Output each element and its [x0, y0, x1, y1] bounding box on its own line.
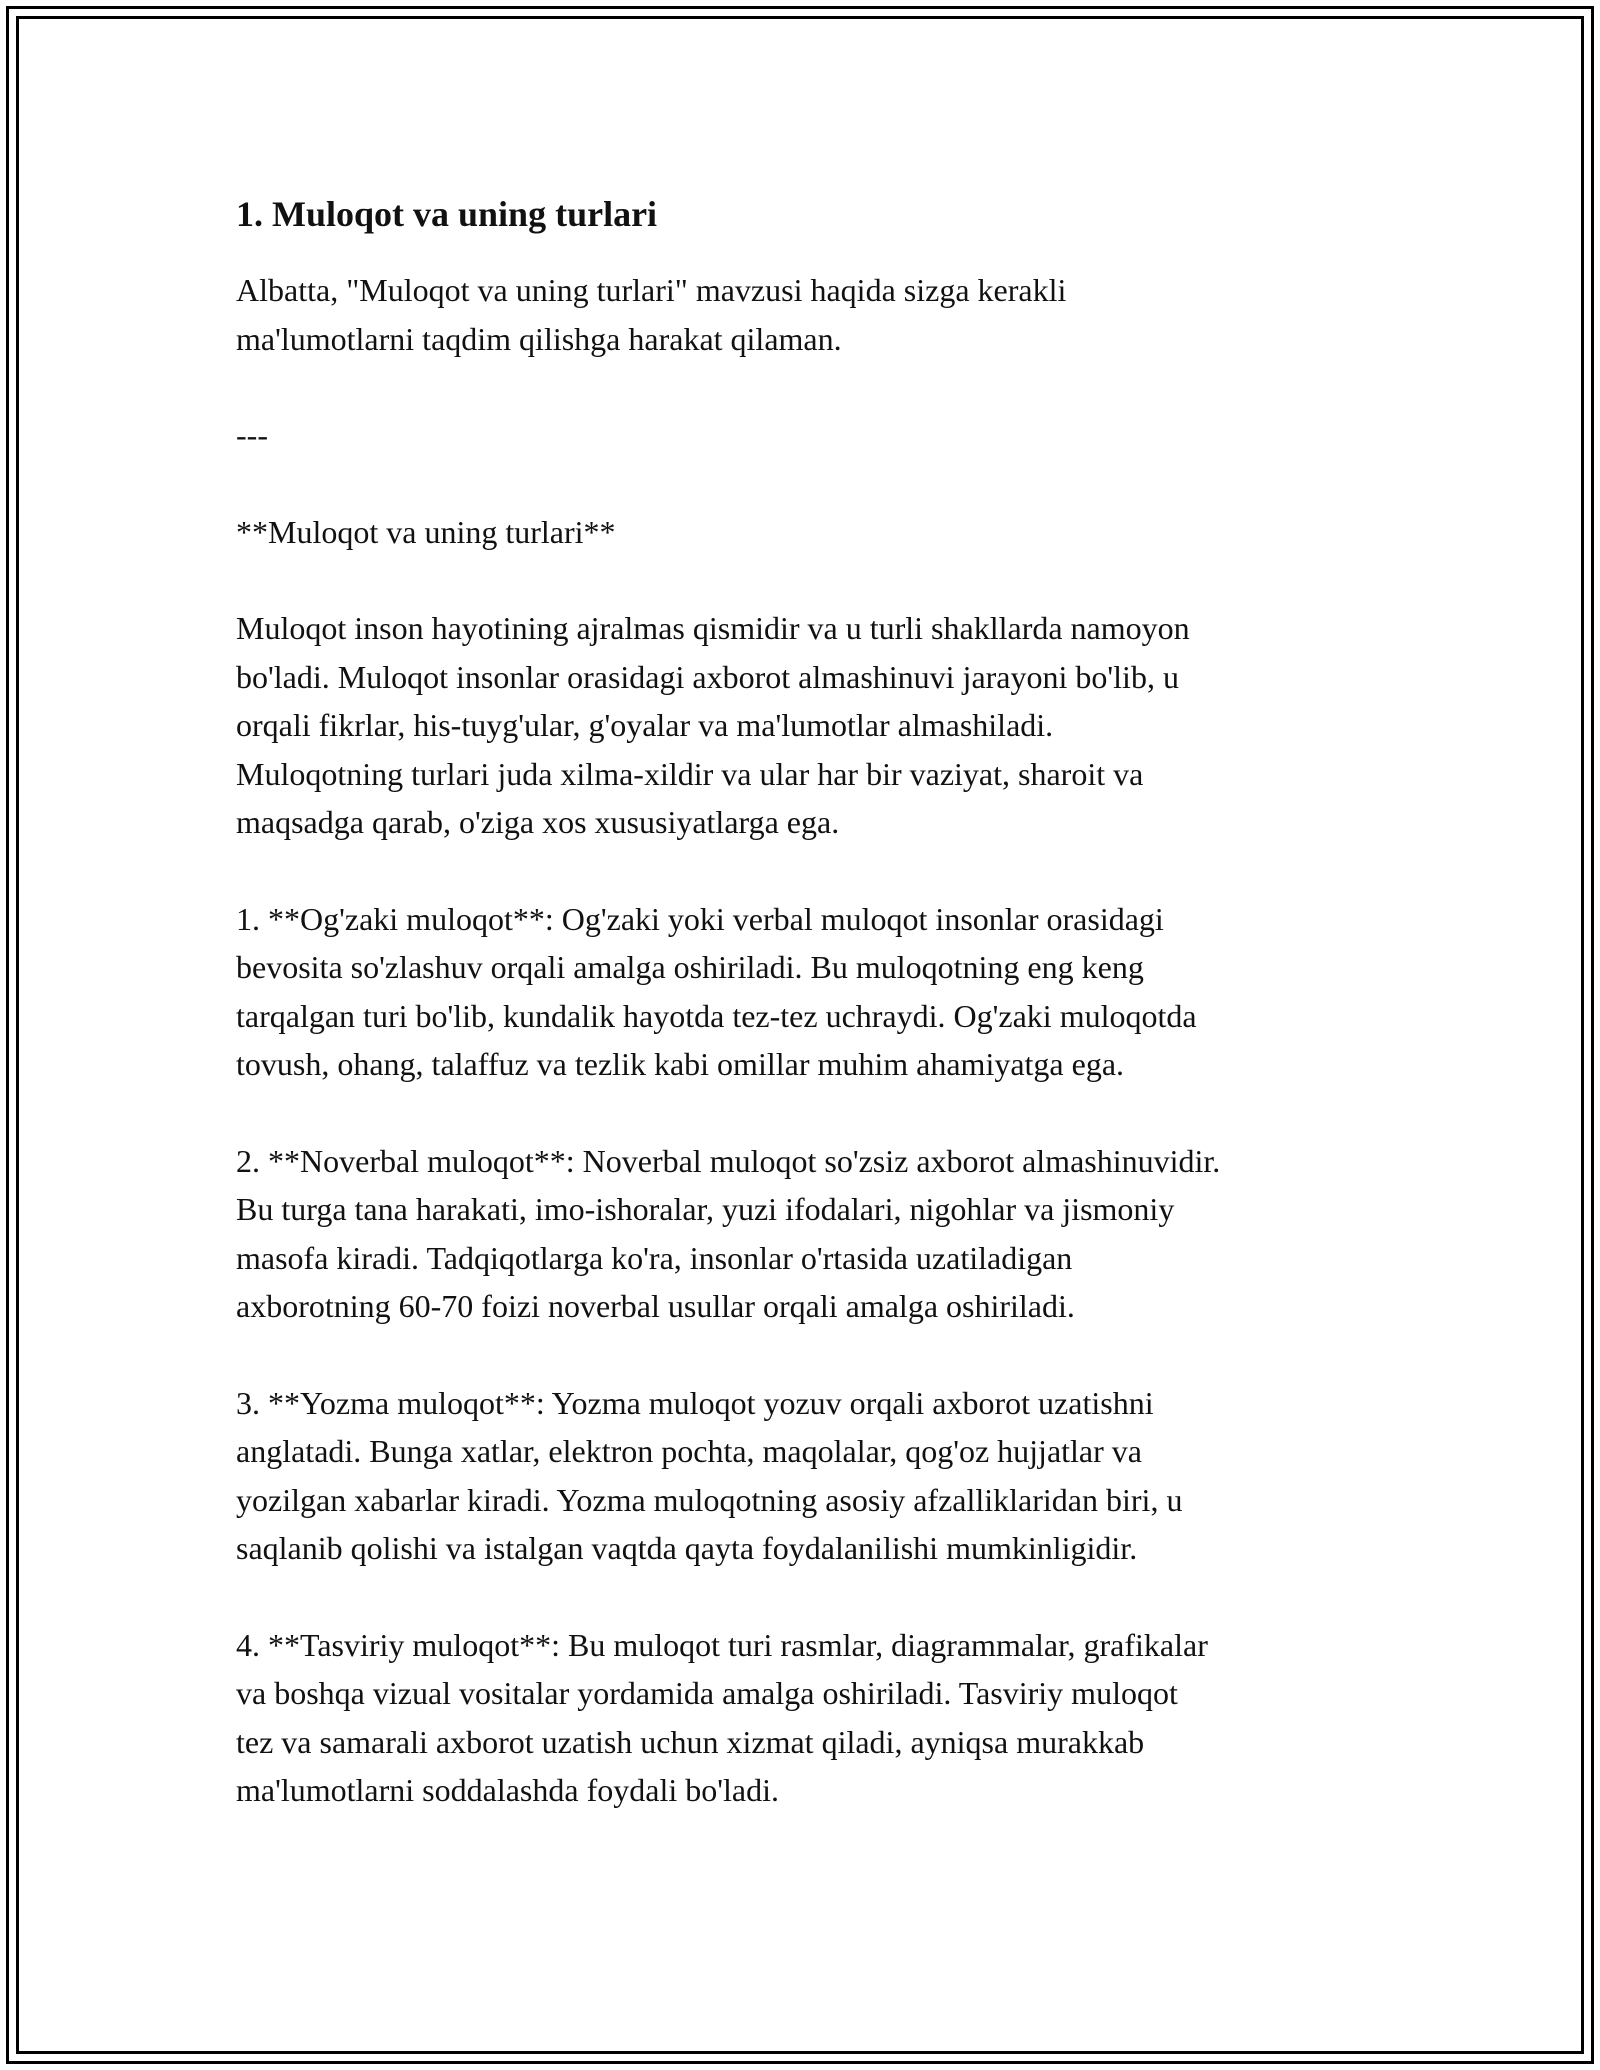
overview-paragraph: Muloqot inson hayotining ajralmas qismidir va u turli shakllarda namoyon bo'ladi. Muloqot insonlar orasidagi axborot almashinuvi jarayoni bo'lib, u orqali fikrlar, his-tuyg'ular, g'oyalar va ma'lumotlar almashiladi. Muloqotning turlari juda xilma-xildir va ular har bir vaziyat, sharoit va maqsadga qarab, o'ziga xos xususiyatlarga ega. [236, 610, 1190, 840]
document-body [236, 188, 1376, 1863]
separator-line: --- [236, 417, 268, 453]
document-title: 1. Muloqot va uning turlari [236, 194, 658, 234]
list-item-visual: 4. **Tasviriy muloqot**: Bu muloqot turi rasmlar, diagrammalar, grafikalar va boshqa vizual vositalar yordamida amalga oshiriladi. Tasviriy muloqot tez va samarali axborot uzatish uchun xizmat qiladi, ayniqsa murakkab ma'lumotlarni soddalashda foydali bo'ladi. [236, 1626, 1208, 1808]
section-heading: **Muloqot va uning turlari** [236, 513, 616, 550]
intro-paragraph: Albatta, "Muloqot va uning turlari" mavzusi haqida sizga kerakli ma'lumotlarni taqdim qilishga harakat qilaman. [236, 272, 1067, 357]
list-item-nonverbal: 2. **Noverbal muloqot**: Noverbal muloqot so'zsiz axborot almashinuvidir. Bu turga tana harakati, imo-ishoralar, yuzi ifodalari, nigohlar va jismoniy masofa kiradi. Tadqiqotlarga ko'ra, insonlar o'rtasida uzatiladigan axborotning 60-70 foizi noverbal usullar orqali amalga oshiriladi. [236, 1142, 1221, 1324]
list-item-written: 3. **Yozma muloqot**: Yozma muloqot yozuv orqali axborot uzatishni anglatadi. Bunga xatlar, elektron pochta, maqolalar, qog'oz hujjatlar va yozilgan xabarlar kiradi. Yozma muloqotning asosiy afzalliklaridan biri, u saqlanib qolishi va istalgan vaqtda qayta foydalanilishi mumkinligidir. [236, 1384, 1183, 1566]
list-item-oral: 1. **Og'zaki muloqot**: Og'zaki yoki verbal muloqot insonlar orasidagi bevosita so'zlashuv orqali amalga oshiriladi. Bu muloqotning eng keng tarqalgan turi bo'lib, kundalik hayotda tez-tez uchraydi. Og'zaki muloqotda tovush, ohang, talaffuz va tezlik kabi omillar muhim ahamiyatga ega. [236, 900, 1197, 1082]
